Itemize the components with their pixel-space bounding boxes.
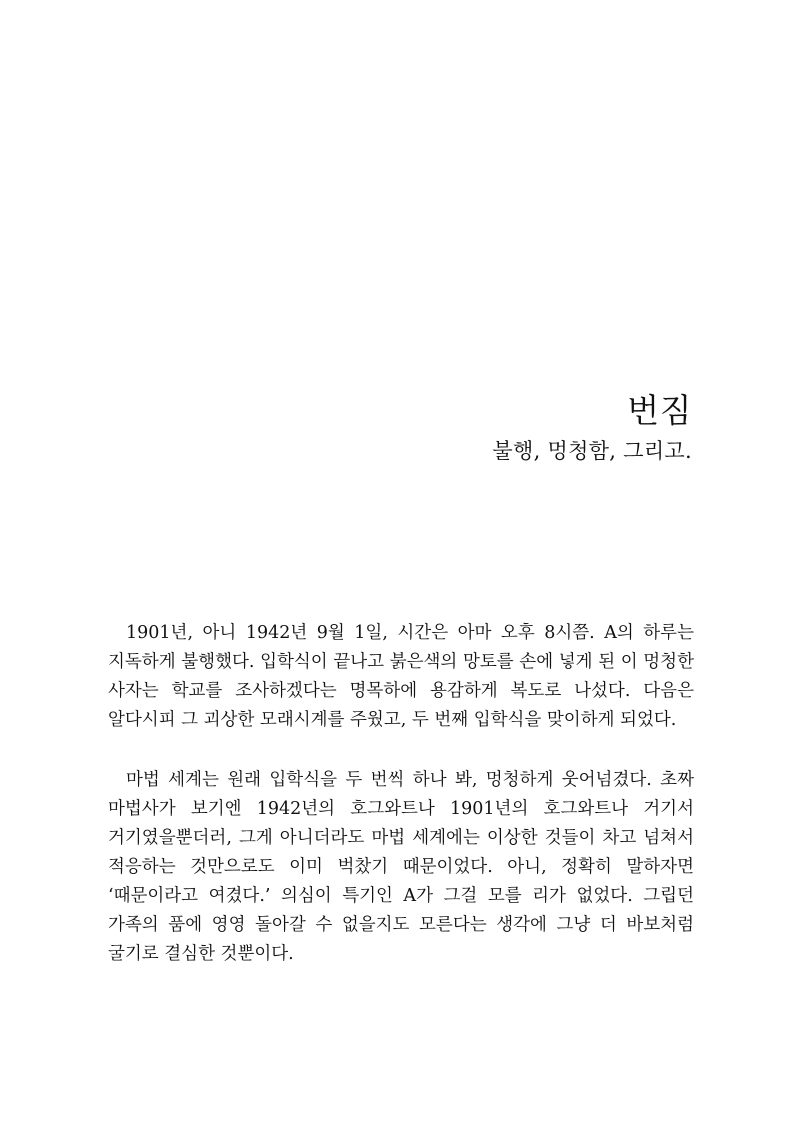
paragraph-2: 마법 세계는 원래 입학식을 두 번씩 하나 봐, 멍청하게 웃어넘겼다. 초짜 마법사가 보기엔 1942년의 호그와트나 1901년의 호그와트나 거기서 거기였을뿐더러, 그게 아니더라도 마법 세계에는 이상한 것들이 차고 넘쳐서 적응하는 것만으로도 이미 벅찼기 때문이었다. 아니, 정확히 말하자면 ‘때문이라고 여겼다.’ 의심이 특기인 A가 그걸 모를 리가 없었다. 그립던 가족의 품에 영영 돌아갈 수 없을지도 모른다는 생각에 그냥 더 바보처럼 굴기로 결심한 것뿐이다. bbox=[108, 770, 694, 964]
chapter-header bbox=[132, 386, 692, 466]
paragraph-1: 1901년, 아니 1942년 9월 1일, 시간은 아마 오후 8시쯤. A의 하루는 지독하게 불행했다. 입학식이 끝나고 붉은색의 망토를 손에 넣게 된 이 멍청한 사자는 학교를 조사하겠다는 명목하에 용감하게 복도로 나섰다. 다음은 알다시피 그 괴상한 모래시계를 주웠고, 두 번째 입학식을 맞이하게 되었다. bbox=[108, 623, 694, 730]
chapter-title: 번짐 bbox=[627, 391, 692, 430]
chapter-subtitle: 불행, 멍청함, 그리고. bbox=[492, 439, 692, 463]
body-text bbox=[108, 619, 694, 969]
